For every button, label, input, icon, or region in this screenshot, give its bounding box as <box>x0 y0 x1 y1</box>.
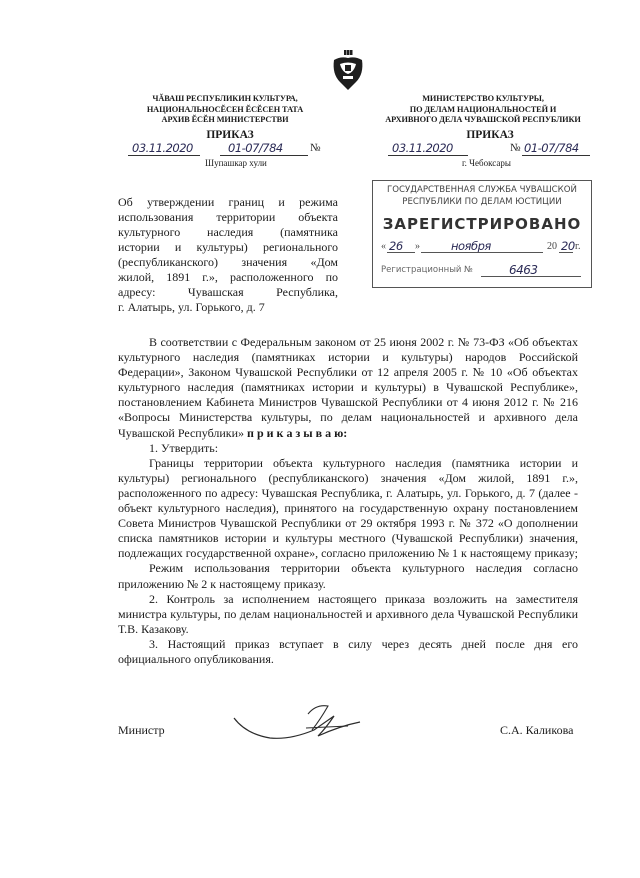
item-2: 2. Контроль за исполнением настоящего приказа возложить на заместителя министра культуры, по делам национальностей и архивного дела Чувашской Республики Т.В. Казакову. <box>118 591 578 636</box>
order-number-right: 01-07/784 <box>524 141 579 155</box>
signatory-position: Министр <box>118 723 165 737</box>
signatory-name: С.А. Каликова <box>500 723 574 737</box>
ministry-name-chuvash: ЧĂВАШ РЕСПУБЛИКИН КУЛЬТУРА, НАЦИОНАЛЬНОСĔСЕН ĔСĔСЕН ТАТА АРХИВ ĔСĔН МИНИСТЕРСТВИ <box>146 94 304 124</box>
order-title-right: ПРИКАЗ <box>466 129 514 141</box>
order-number-left: 01-07/784 <box>228 141 283 155</box>
order-date-right: 03.11.2020 <box>392 141 453 155</box>
order-body <box>118 335 578 667</box>
handwritten-signature <box>228 700 368 750</box>
stamp-agency-line2: РЕСПУБЛИКИ ПО ДЕЛАМ ЮСТИЦИИ <box>402 197 562 207</box>
number-underline-right <box>522 155 590 156</box>
item-3: 3. Настоящий приказ вступает в силу через десять дней после дня его официального опубликования. <box>118 636 578 666</box>
number-underline-left <box>220 155 308 156</box>
city-right: г. Чебоксары <box>462 158 511 168</box>
order-date-right-row <box>380 141 595 157</box>
date-underline-left <box>128 155 200 156</box>
city-left: Шупашкар хули <box>205 158 267 168</box>
order-date-left: 03.11.2020 <box>132 141 193 155</box>
order-word: п р и к а з ы в а ю: <box>247 425 348 440</box>
stamp-date-row: « 26 » ноября 20 20 г. <box>381 239 581 253</box>
date-underline-right <box>388 155 468 156</box>
item-1-borders: Границы территории объекта культурного наследия (памятника истории и культуры) регионального (республиканского) значения «Дом жилой, 1891 г.», расположенного по адресу: Чувашская Республика, г. Алатырь, ул. Горького, д. 7 (далее - объект культурного наследия), принятого на государственную охрану постановлением Совета Министров Чувашской Республики от 29 октября 1993 г. № 372 «О дополнении списка памятников истории и культуры местного (Чувашской Республики) значения, подлежащих государственной охране», согласно приложению № 1 к настоящему приказу; <box>118 455 578 561</box>
stamp-year: 20 <box>561 239 575 253</box>
registration-stamp <box>372 180 592 288</box>
item-1: 1. Утвердить: <box>149 440 219 455</box>
stamp-day: 26 <box>389 239 403 253</box>
item-1-regime: Режим использования территории объекта культурного наследия согласно приложению № 2 к настоящему приказу. <box>118 561 578 591</box>
number-sign-left: № <box>310 142 321 154</box>
number-sign-right: № <box>510 142 521 154</box>
stamp-reg-number: 6463 <box>509 263 538 277</box>
order-date-left-row <box>120 141 330 157</box>
stamp-reg-row <box>381 263 585 279</box>
stamp-month: ноября <box>451 239 491 253</box>
preamble-paragraph: В соответствии с Федеральным законом от 25 июня 2002 г. № 73-ФЗ «Об объектах культурного наследия (памятниках истории и культуры) народов Российской Федерации», Законом Чувашской Республики от 12 апреля 2005 г. № 10 «Об объектах культурного наследия (памятниках истории и культуры) в Чувашской Республике», постановлением Кабинета Министров Чувашской Республики от 4 июня 2012 г. № 216 «Вопросы Министерства культуры, по делам национальностей и архивного дела Чувашской Республики» п р и к а з ы в а ю: <box>118 335 578 440</box>
order-subject: Об утверждении границ и режима использования территории объекта культурного наследия (памятника истории и культуры) регионального (республиканского) значения «Дом жилой, 1891 г.», расположенного по адресу: Чувашская Республика, г. Алатырь, ул. Горького, д. 7 <box>118 195 338 314</box>
stamp-reg-label: Регистрационный № <box>381 265 473 275</box>
stamp-agency-line1: ГОСУДАРСТВЕННАЯ СЛУЖБА ЧУВАШСКОЙ <box>387 185 577 195</box>
ministry-name-russian: МИНИСТЕРСТВО КУЛЬТУРЫ, ПО ДЕЛАМ НАЦИОНАЛЬНОСТЕЙ И АРХИВНОГО ДЕЛА ЧУВАШСКОЙ РЕСПУБЛИКИ <box>385 94 581 124</box>
stamp-registered: ЗАРЕГИСТРИРОВАНО <box>382 215 582 233</box>
order-title-left: ПРИКАЗ <box>206 129 254 141</box>
coat-of-arms-emblem <box>328 50 368 92</box>
